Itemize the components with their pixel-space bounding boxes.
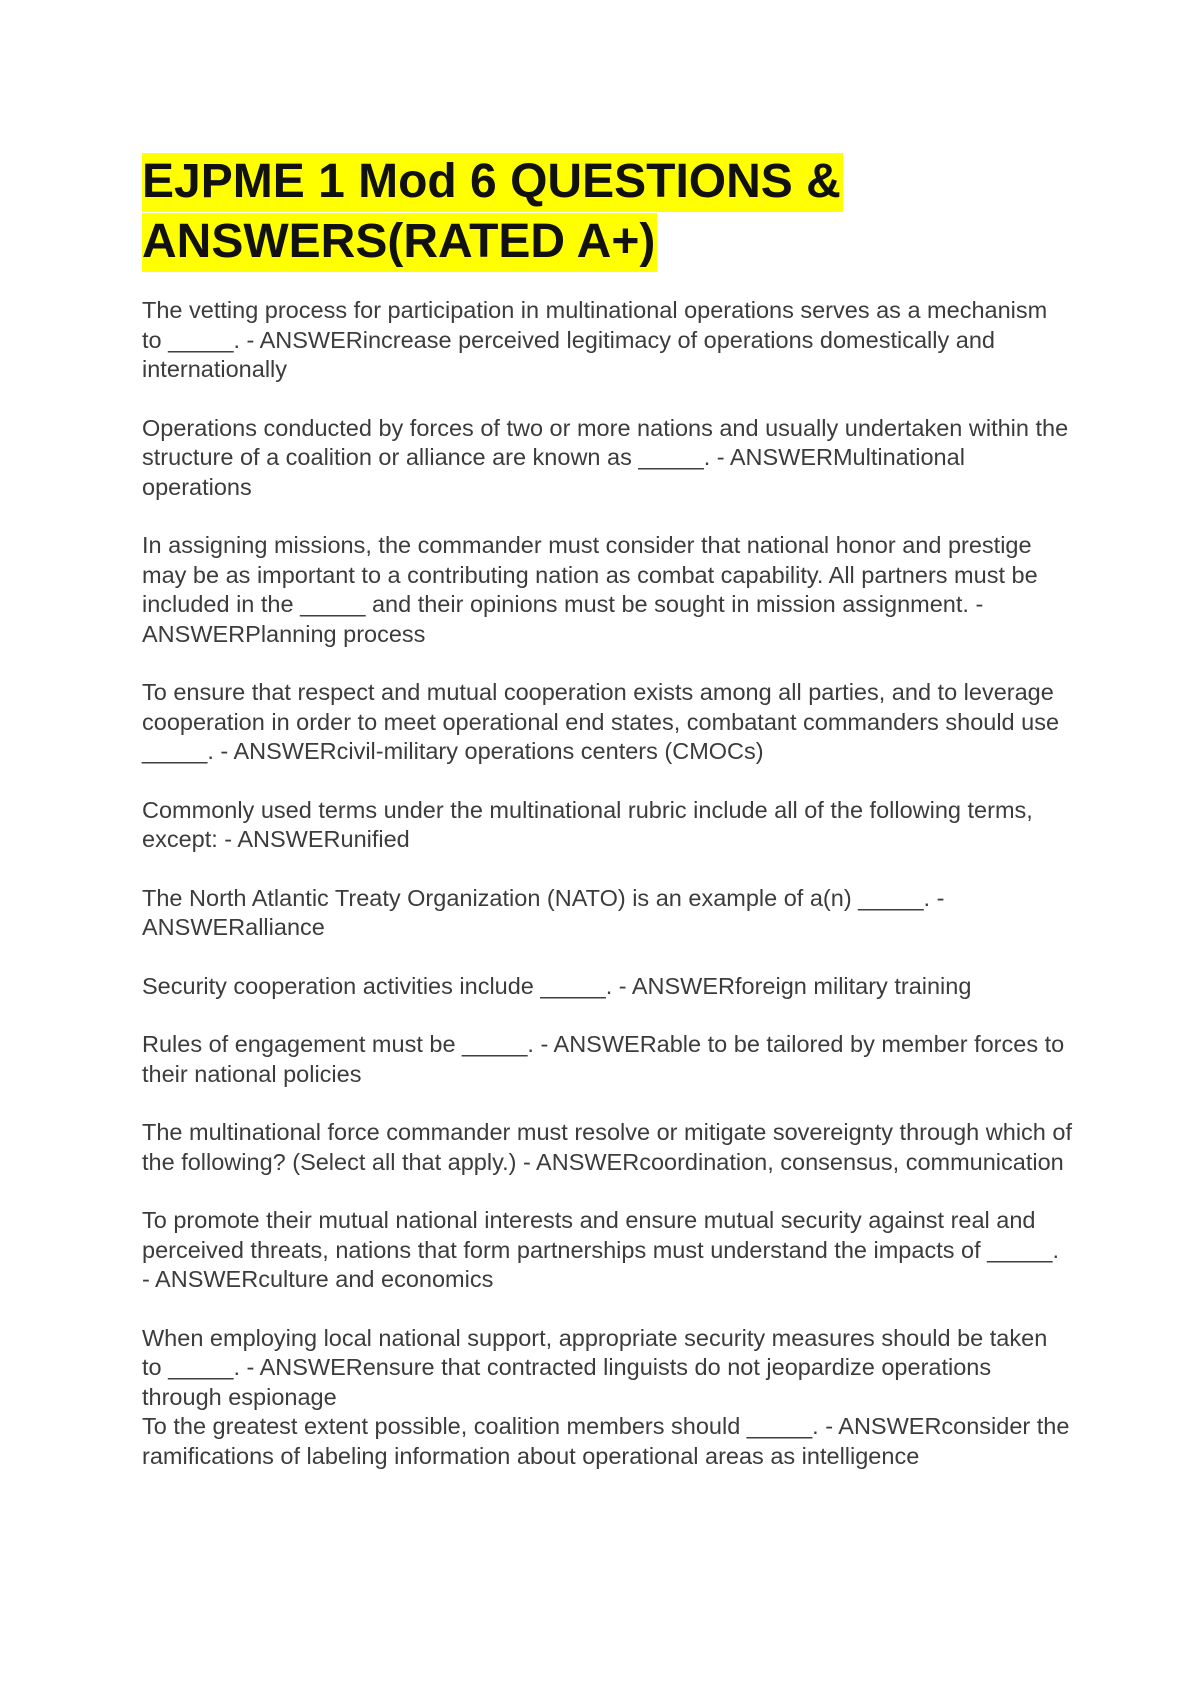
qa-item-12: To the greatest extent possible, coalition members should _____. - ANSWERconsider the ramifications of labeling information about operational areas as intelligence (142, 1413, 1070, 1469)
qa-item-2: Operations conducted by forces of two or more nations and usually undertaken within the structure of a coalition or alliance are known as _____. - ANSWERMultinational operations (142, 414, 1069, 500)
qa-item-5: Commonly used terms under the multinational rubric include all of the following terms, except: - ANSWERunified (142, 796, 1033, 852)
qa-item-9: The multinational force commander must resolve or mitigate sovereignty through which of the following? (Select all that apply.) - ANSWERcoordination, consensus, communication (142, 1119, 1072, 1175)
qa-item-10: To promote their mutual national interests and ensure mutual security against real and perceived threats, nations that form partnerships must understand the impacts of _____. - ANSWERculture and economics (142, 1207, 1060, 1292)
qa-item-7: Security cooperation activities include _____. - ANSWERforeign military training (142, 972, 972, 999)
qa-item-11: When employing local national support, appropriate security measures should be taken to _____. - ANSWERensure that contracted linguists do not jeopardize operations through espionage (142, 1324, 1048, 1410)
document-title (142, 152, 1072, 272)
qa-item-8: Rules of engagement must be _____. - ANSWERable to be tailored by member forces to their national policies (142, 1031, 1065, 1087)
qa-item-6: The North Atlantic Treaty Organization (NATO) is an example of a(n) _____. - ANSWERalliance (142, 884, 945, 940)
title-highlight: EJPME 1 Mod 6 QUESTIONS & ANSWERS(RATED A+) (142, 153, 843, 272)
qa-item-3: In assigning missions, the commander must consider that national honor and prestige may be as important to a contributing nation as combat capability. All partners must be included in the _____ and their opinions must be sought in mission assignment. - ANSWERPlanning process (142, 532, 1038, 647)
document-page (142, 152, 1072, 1500)
qa-item-4: To ensure that respect and mutual cooperation exists among all parties, and to leverage cooperation in order to meet operational end states, combatant commanders should use _____. - ANSWERcivil-military operations centers (CMOCs) (142, 679, 1060, 764)
qa-item-1: The vetting process for participation in multinational operations serves as a mechanism to _____. - ANSWERincrease perceived legitimacy of operations domestically and internationally (142, 297, 1048, 382)
